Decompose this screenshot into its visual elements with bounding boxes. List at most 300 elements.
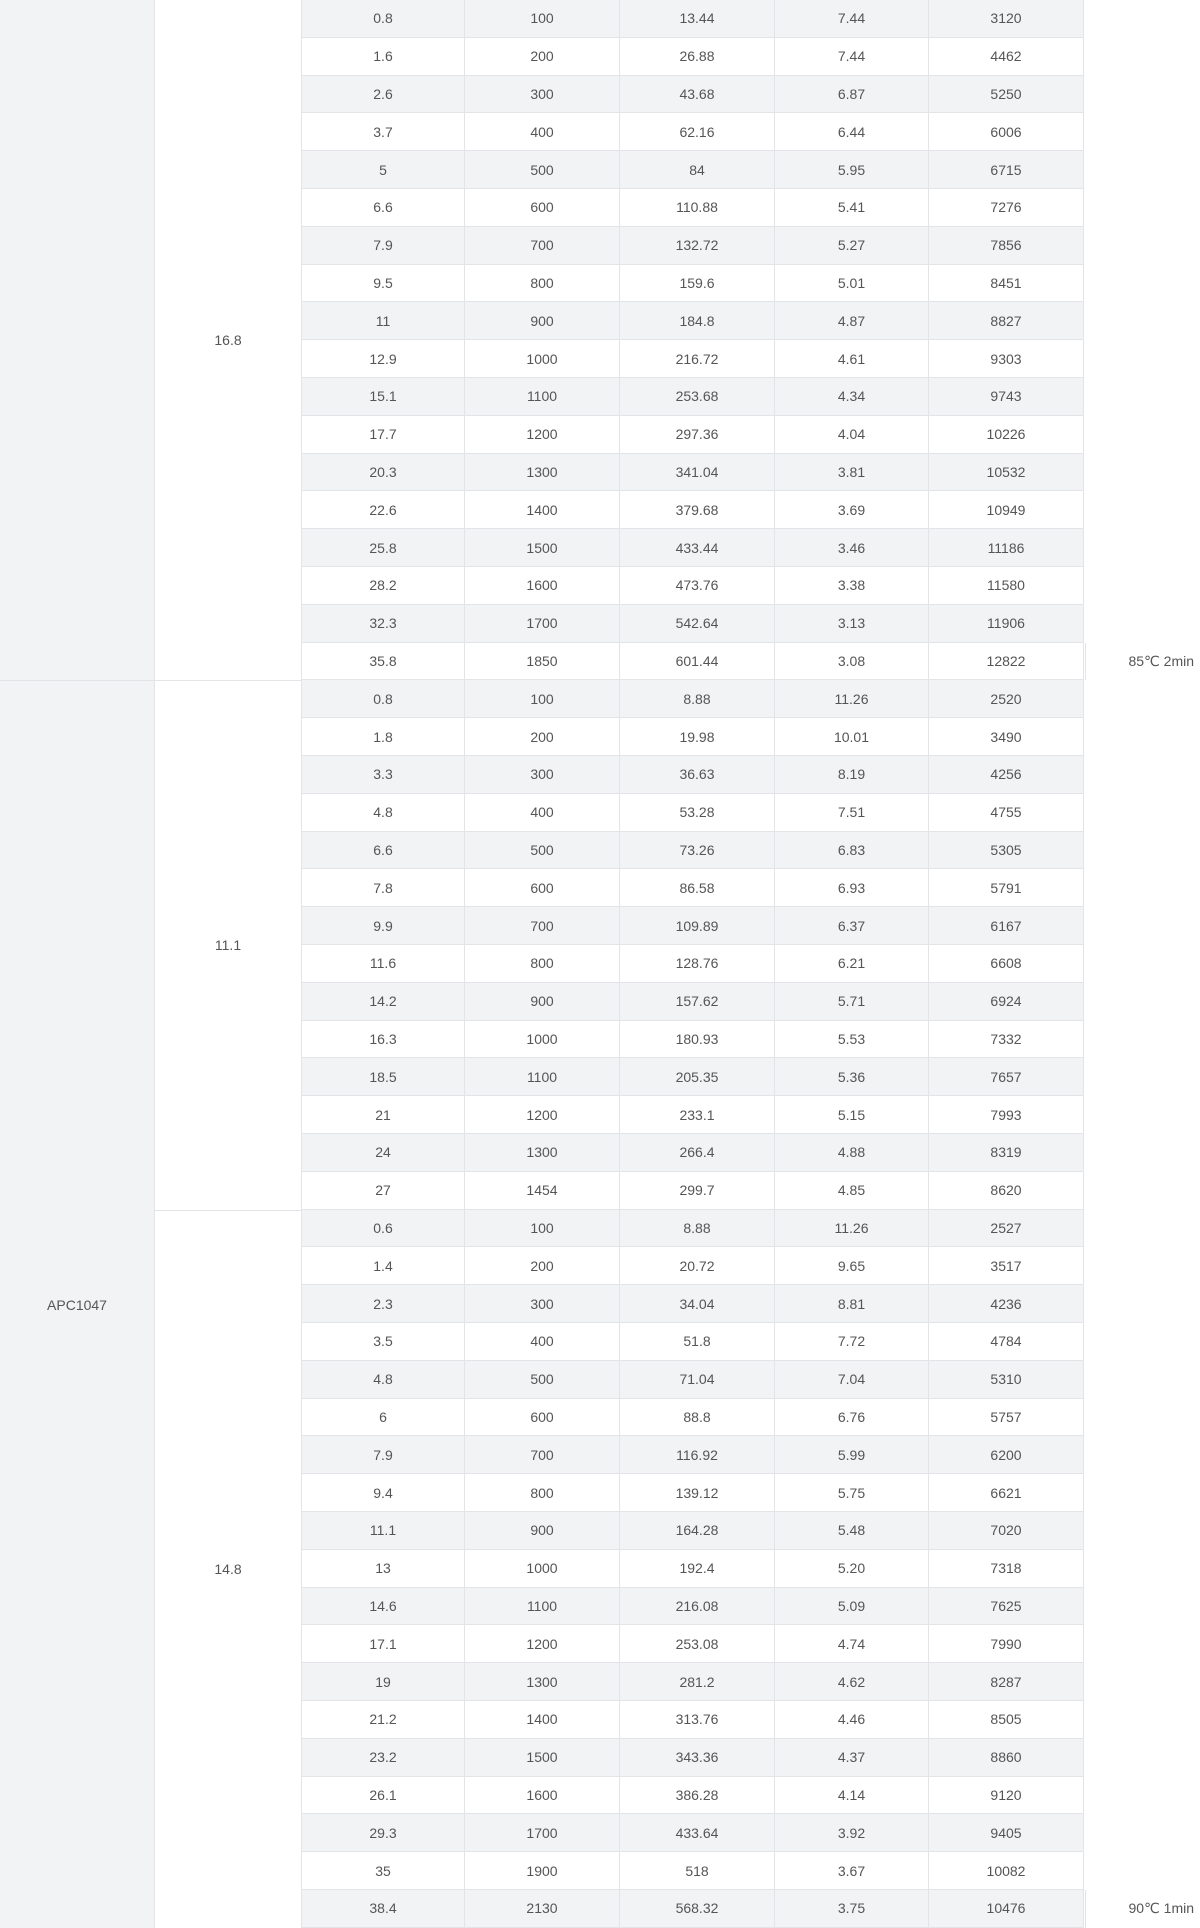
thrust-cell: 7020 <box>929 1512 1084 1549</box>
rpm-cell: 1000 <box>465 1550 620 1587</box>
rpm-cell: 700 <box>465 1436 620 1473</box>
thrust-cell: 10476 <box>929 1890 1084 1927</box>
table-row <box>302 38 1084 76</box>
current-cell: 38.4 <box>302 1890 465 1927</box>
table-row <box>302 1210 1084 1248</box>
power-cell: 601.44 <box>620 643 775 680</box>
efficiency-cell: 4.34 <box>775 378 929 415</box>
rpm-cell: 1300 <box>465 454 620 491</box>
efficiency-cell: 3.92 <box>775 1814 929 1851</box>
thrust-cell: 3517 <box>929 1247 1084 1284</box>
table-row <box>302 832 1084 870</box>
efficiency-cell: 4.61 <box>775 340 929 377</box>
rpm-cell: 800 <box>465 265 620 302</box>
table-row <box>302 1323 1084 1361</box>
rpm-cell: 1700 <box>465 1814 620 1851</box>
efficiency-cell: 4.62 <box>775 1663 929 1700</box>
thrust-cell: 8451 <box>929 265 1084 302</box>
current-cell: 2.6 <box>302 76 465 113</box>
thrust-cell: 5791 <box>929 869 1084 906</box>
power-cell: 157.62 <box>620 983 775 1020</box>
current-cell: 1.8 <box>302 718 465 755</box>
rpm-cell: 1400 <box>465 1701 620 1738</box>
voltage-cell: 11.1 <box>155 680 302 1209</box>
table-row <box>302 265 1084 303</box>
power-cell: 8.88 <box>620 1210 775 1247</box>
current-cell: 6.6 <box>302 832 465 869</box>
thrust-cell: 8860 <box>929 1739 1084 1776</box>
table-row <box>302 1172 1084 1210</box>
current-cell: 9.4 <box>302 1474 465 1511</box>
table-row <box>302 718 1084 756</box>
efficiency-cell: 4.87 <box>775 302 929 339</box>
efficiency-cell: 5.41 <box>775 189 929 226</box>
current-cell: 11 <box>302 302 465 339</box>
rpm-cell: 1600 <box>465 567 620 604</box>
rpm-cell: 200 <box>465 38 620 75</box>
rpm-cell: 200 <box>465 718 620 755</box>
efficiency-cell: 5.75 <box>775 1474 929 1511</box>
rpm-cell: 2130 <box>465 1890 620 1927</box>
rpm-cell: 300 <box>465 756 620 793</box>
efficiency-cell: 9.65 <box>775 1247 929 1284</box>
current-cell: 18.5 <box>302 1058 465 1095</box>
thrust-cell: 7990 <box>929 1625 1084 1662</box>
rpm-cell: 600 <box>465 189 620 226</box>
power-cell: 128.76 <box>620 945 775 982</box>
power-cell: 116.92 <box>620 1436 775 1473</box>
table-row <box>302 1588 1084 1626</box>
efficiency-cell: 7.51 <box>775 794 929 831</box>
rpm-cell: 1400 <box>465 491 620 528</box>
power-cell: 297.36 <box>620 416 775 453</box>
rpm-cell: 600 <box>465 869 620 906</box>
power-cell: 341.04 <box>620 454 775 491</box>
efficiency-cell: 3.67 <box>775 1852 929 1889</box>
efficiency-cell: 7.44 <box>775 38 929 75</box>
power-cell: 313.76 <box>620 1701 775 1738</box>
efficiency-cell: 4.46 <box>775 1701 929 1738</box>
table-row <box>302 378 1084 416</box>
efficiency-cell: 3.46 <box>775 529 929 566</box>
efficiency-cell: 5.95 <box>775 151 929 188</box>
power-cell: 26.88 <box>620 38 775 75</box>
thrust-cell: 8287 <box>929 1663 1084 1700</box>
table-row <box>302 1247 1084 1285</box>
power-cell: 36.63 <box>620 756 775 793</box>
rpm-cell: 900 <box>465 983 620 1020</box>
power-cell: 379.68 <box>620 491 775 528</box>
table-row <box>302 643 1084 681</box>
current-cell: 7.8 <box>302 869 465 906</box>
thrust-cell: 3490 <box>929 718 1084 755</box>
table-row <box>302 302 1084 340</box>
power-cell: 62.16 <box>620 113 775 150</box>
temperature-note: 90℃ 1min <box>1085 1890 1200 1928</box>
thrust-cell: 6608 <box>929 945 1084 982</box>
current-cell: 9.5 <box>302 265 465 302</box>
current-cell: 7.9 <box>302 227 465 264</box>
rpm-cell: 500 <box>465 1361 620 1398</box>
efficiency-cell: 4.85 <box>775 1172 929 1209</box>
rpm-cell: 1454 <box>465 1172 620 1209</box>
rpm-cell: 1300 <box>465 1134 620 1171</box>
table-row <box>302 605 1084 643</box>
rpm-cell: 1200 <box>465 1625 620 1662</box>
efficiency-cell: 8.19 <box>775 756 929 793</box>
power-cell: 299.7 <box>620 1172 775 1209</box>
power-cell: 20.72 <box>620 1247 775 1284</box>
current-cell: 27 <box>302 1172 465 1209</box>
table-row <box>302 454 1084 492</box>
current-cell: 1.4 <box>302 1247 465 1284</box>
power-cell: 433.64 <box>620 1814 775 1851</box>
table-row <box>302 529 1084 567</box>
current-cell: 15.1 <box>302 378 465 415</box>
table-row <box>302 794 1084 832</box>
table-row <box>302 113 1084 151</box>
current-cell: 7.9 <box>302 1436 465 1473</box>
power-cell: 51.8 <box>620 1323 775 1360</box>
current-cell: 17.1 <box>302 1625 465 1662</box>
thrust-cell: 6006 <box>929 113 1084 150</box>
thrust-cell: 4755 <box>929 794 1084 831</box>
efficiency-cell: 5.20 <box>775 1550 929 1587</box>
efficiency-cell: 11.26 <box>775 1210 929 1247</box>
rpm-cell: 700 <box>465 227 620 264</box>
efficiency-cell: 3.75 <box>775 1890 929 1927</box>
efficiency-cell: 3.08 <box>775 643 929 680</box>
table-row <box>302 151 1084 189</box>
table-row <box>302 416 1084 454</box>
efficiency-cell: 6.44 <box>775 113 929 150</box>
power-cell: 110.88 <box>620 189 775 226</box>
current-cell: 11.6 <box>302 945 465 982</box>
efficiency-cell: 7.44 <box>775 0 929 37</box>
power-cell: 139.12 <box>620 1474 775 1511</box>
thrust-cell: 9120 <box>929 1777 1084 1814</box>
table-row <box>302 680 1084 718</box>
table-row <box>302 1096 1084 1134</box>
power-cell: 86.58 <box>620 869 775 906</box>
thrust-cell: 6924 <box>929 983 1084 1020</box>
current-cell: 3.7 <box>302 113 465 150</box>
rpm-cell: 800 <box>465 945 620 982</box>
power-cell: 132.72 <box>620 227 775 264</box>
current-cell: 21.2 <box>302 1701 465 1738</box>
rpm-cell: 300 <box>465 76 620 113</box>
efficiency-cell: 6.37 <box>775 907 929 944</box>
power-cell: 253.08 <box>620 1625 775 1662</box>
table-row <box>302 1814 1084 1852</box>
current-cell: 0.8 <box>302 0 465 37</box>
efficiency-cell: 3.13 <box>775 605 929 642</box>
rpm-cell: 100 <box>465 680 620 717</box>
efficiency-cell: 11.26 <box>775 680 929 717</box>
thrust-cell: 9405 <box>929 1814 1084 1851</box>
thrust-cell: 8319 <box>929 1134 1084 1171</box>
power-cell: 568.32 <box>620 1890 775 1927</box>
efficiency-cell: 6.93 <box>775 869 929 906</box>
thrust-cell: 12822 <box>929 643 1084 680</box>
rpm-cell: 500 <box>465 832 620 869</box>
thrust-cell: 10226 <box>929 416 1084 453</box>
thrust-cell: 8505 <box>929 1701 1084 1738</box>
power-cell: 8.88 <box>620 680 775 717</box>
thrust-cell: 4236 <box>929 1285 1084 1322</box>
thrust-cell: 11580 <box>929 567 1084 604</box>
rpm-cell: 1850 <box>465 643 620 680</box>
thrust-cell: 7856 <box>929 227 1084 264</box>
current-cell: 0.8 <box>302 680 465 717</box>
current-cell: 35.8 <box>302 643 465 680</box>
table-row <box>302 1550 1084 1588</box>
rpm-cell: 1300 <box>465 1663 620 1700</box>
table-row <box>302 907 1084 945</box>
power-cell: 518 <box>620 1852 775 1889</box>
current-cell: 5 <box>302 151 465 188</box>
rpm-cell: 1200 <box>465 1096 620 1133</box>
power-cell: 192.4 <box>620 1550 775 1587</box>
current-cell: 9.9 <box>302 907 465 944</box>
current-cell: 14.2 <box>302 983 465 1020</box>
efficiency-cell: 6.87 <box>775 76 929 113</box>
table-row <box>302 227 1084 265</box>
power-cell: 233.1 <box>620 1096 775 1133</box>
thrust-cell: 6200 <box>929 1436 1084 1473</box>
rpm-cell: 400 <box>465 1323 620 1360</box>
current-cell: 26.1 <box>302 1777 465 1814</box>
power-cell: 159.6 <box>620 265 775 302</box>
current-cell: 35 <box>302 1852 465 1889</box>
table-row <box>302 1701 1084 1739</box>
power-cell: 13.44 <box>620 0 775 37</box>
power-cell: 473.76 <box>620 567 775 604</box>
thrust-cell: 3120 <box>929 0 1084 37</box>
table-row <box>302 1625 1084 1663</box>
current-cell: 2.3 <box>302 1285 465 1322</box>
power-cell: 164.28 <box>620 1512 775 1549</box>
power-cell: 19.98 <box>620 718 775 755</box>
thrust-cell: 8620 <box>929 1172 1084 1209</box>
current-cell: 12.9 <box>302 340 465 377</box>
rpm-cell: 1500 <box>465 1739 620 1776</box>
rpm-cell: 1200 <box>465 416 620 453</box>
current-cell: 13 <box>302 1550 465 1587</box>
current-cell: 24 <box>302 1134 465 1171</box>
efficiency-cell: 8.81 <box>775 1285 929 1322</box>
efficiency-cell: 5.01 <box>775 265 929 302</box>
thrust-cell: 5310 <box>929 1361 1084 1398</box>
thrust-cell: 5757 <box>929 1399 1084 1436</box>
current-cell: 25.8 <box>302 529 465 566</box>
table-row <box>302 76 1084 114</box>
rpm-cell: 1000 <box>465 340 620 377</box>
current-cell: 4.8 <box>302 1361 465 1398</box>
efficiency-cell: 4.88 <box>775 1134 929 1171</box>
table-row <box>302 983 1084 1021</box>
efficiency-cell: 5.15 <box>775 1096 929 1133</box>
rpm-cell: 1100 <box>465 378 620 415</box>
current-cell: 29.3 <box>302 1814 465 1851</box>
power-cell: 281.2 <box>620 1663 775 1700</box>
table-row <box>302 1890 1084 1928</box>
power-cell: 84 <box>620 151 775 188</box>
efficiency-cell: 6.83 <box>775 832 929 869</box>
voltage-cell: 14.8 <box>155 1210 302 1928</box>
power-cell: 43.68 <box>620 76 775 113</box>
table-row <box>302 1512 1084 1550</box>
rpm-cell: 1600 <box>465 1777 620 1814</box>
current-cell: 4.8 <box>302 794 465 831</box>
table-row <box>302 869 1084 907</box>
power-cell: 71.04 <box>620 1361 775 1398</box>
efficiency-cell: 7.04 <box>775 1361 929 1398</box>
efficiency-cell: 3.38 <box>775 567 929 604</box>
current-cell: 6 <box>302 1399 465 1436</box>
efficiency-cell: 4.04 <box>775 416 929 453</box>
table-row <box>302 1663 1084 1701</box>
efficiency-cell: 5.27 <box>775 227 929 264</box>
power-cell: 184.8 <box>620 302 775 339</box>
power-cell: 386.28 <box>620 1777 775 1814</box>
current-cell: 22.6 <box>302 491 465 528</box>
thrust-cell: 7276 <box>929 189 1084 226</box>
thrust-cell: 10532 <box>929 454 1084 491</box>
table-row <box>302 1134 1084 1172</box>
thrust-cell: 7318 <box>929 1550 1084 1587</box>
thrust-cell: 9743 <box>929 378 1084 415</box>
rpm-cell: 900 <box>465 302 620 339</box>
rpm-cell: 600 <box>465 1399 620 1436</box>
rpm-cell: 500 <box>465 151 620 188</box>
table-row <box>302 1285 1084 1323</box>
rpm-cell: 1100 <box>465 1058 620 1095</box>
rpm-cell: 1000 <box>465 1021 620 1058</box>
power-cell: 205.35 <box>620 1058 775 1095</box>
current-cell: 23.2 <box>302 1739 465 1776</box>
power-cell: 542.64 <box>620 605 775 642</box>
thrust-cell: 11186 <box>929 529 1084 566</box>
table-row <box>302 189 1084 227</box>
thrust-cell: 7332 <box>929 1021 1084 1058</box>
rpm-cell: 400 <box>465 794 620 831</box>
table-row <box>302 1058 1084 1096</box>
thrust-cell: 10949 <box>929 491 1084 528</box>
rpm-cell: 200 <box>465 1247 620 1284</box>
table-row <box>302 567 1084 605</box>
thrust-cell: 5250 <box>929 76 1084 113</box>
current-cell: 16.3 <box>302 1021 465 1058</box>
rpm-cell: 100 <box>465 0 620 37</box>
efficiency-cell: 5.48 <box>775 1512 929 1549</box>
table-row <box>302 0 1084 38</box>
table-row <box>302 1436 1084 1474</box>
rpm-cell: 1700 <box>465 605 620 642</box>
current-cell: 21 <box>302 1096 465 1133</box>
current-cell: 0.6 <box>302 1210 465 1247</box>
thrust-cell: 4256 <box>929 756 1084 793</box>
power-cell: 34.04 <box>620 1285 775 1322</box>
thrust-cell: 4784 <box>929 1323 1084 1360</box>
thrust-cell: 2527 <box>929 1210 1084 1247</box>
table-row <box>302 1399 1084 1437</box>
power-cell: 266.4 <box>620 1134 775 1171</box>
power-cell: 109.89 <box>620 907 775 944</box>
power-cell: 216.08 <box>620 1588 775 1625</box>
efficiency-cell: 4.37 <box>775 1739 929 1776</box>
power-cell: 433.44 <box>620 529 775 566</box>
current-cell: 28.2 <box>302 567 465 604</box>
thrust-cell: 7657 <box>929 1058 1084 1095</box>
efficiency-cell: 5.09 <box>775 1588 929 1625</box>
current-cell: 20.3 <box>302 454 465 491</box>
table-row <box>302 1739 1084 1777</box>
current-cell: 11.1 <box>302 1512 465 1549</box>
current-cell: 1.6 <box>302 38 465 75</box>
table-row <box>302 945 1084 983</box>
thrust-cell: 4462 <box>929 38 1084 75</box>
rpm-cell: 1900 <box>465 1852 620 1889</box>
power-cell: 73.26 <box>620 832 775 869</box>
rpm-cell: 1500 <box>465 529 620 566</box>
thrust-cell: 5305 <box>929 832 1084 869</box>
thrust-cell: 6715 <box>929 151 1084 188</box>
efficiency-cell: 5.99 <box>775 1436 929 1473</box>
table-row <box>302 340 1084 378</box>
rpm-cell: 700 <box>465 907 620 944</box>
efficiency-cell: 5.71 <box>775 983 929 1020</box>
efficiency-cell: 5.53 <box>775 1021 929 1058</box>
table-row <box>302 1852 1084 1890</box>
power-cell: 180.93 <box>620 1021 775 1058</box>
efficiency-cell: 4.74 <box>775 1625 929 1662</box>
rpm-cell: 100 <box>465 1210 620 1247</box>
current-cell: 14.6 <box>302 1588 465 1625</box>
thrust-cell: 11906 <box>929 605 1084 642</box>
rpm-cell: 800 <box>465 1474 620 1511</box>
table-row <box>302 1021 1084 1059</box>
efficiency-cell: 3.69 <box>775 491 929 528</box>
thrust-cell: 6621 <box>929 1474 1084 1511</box>
efficiency-cell: 3.81 <box>775 454 929 491</box>
power-cell: 253.68 <box>620 378 775 415</box>
power-cell: 88.8 <box>620 1399 775 1436</box>
rpm-cell: 900 <box>465 1512 620 1549</box>
table-row <box>302 491 1084 529</box>
efficiency-cell: 10.01 <box>775 718 929 755</box>
thrust-cell: 6167 <box>929 907 1084 944</box>
power-cell: 216.72 <box>620 340 775 377</box>
current-cell: 3.5 <box>302 1323 465 1360</box>
efficiency-cell: 6.76 <box>775 1399 929 1436</box>
power-cell: 343.36 <box>620 1739 775 1776</box>
thrust-cell: 7993 <box>929 1096 1084 1133</box>
voltage-cell: 16.8 <box>155 0 302 680</box>
current-cell: 19 <box>302 1663 465 1700</box>
power-cell: 53.28 <box>620 794 775 831</box>
thrust-cell: 8827 <box>929 302 1084 339</box>
model-cell: APC1047 <box>0 680 155 1927</box>
thrust-cell: 9303 <box>929 340 1084 377</box>
current-cell: 6.6 <box>302 189 465 226</box>
model-cell <box>0 0 155 680</box>
rpm-cell: 400 <box>465 113 620 150</box>
efficiency-cell: 7.72 <box>775 1323 929 1360</box>
rpm-cell: 1100 <box>465 1588 620 1625</box>
rpm-cell: 300 <box>465 1285 620 1322</box>
thrust-cell: 7625 <box>929 1588 1084 1625</box>
